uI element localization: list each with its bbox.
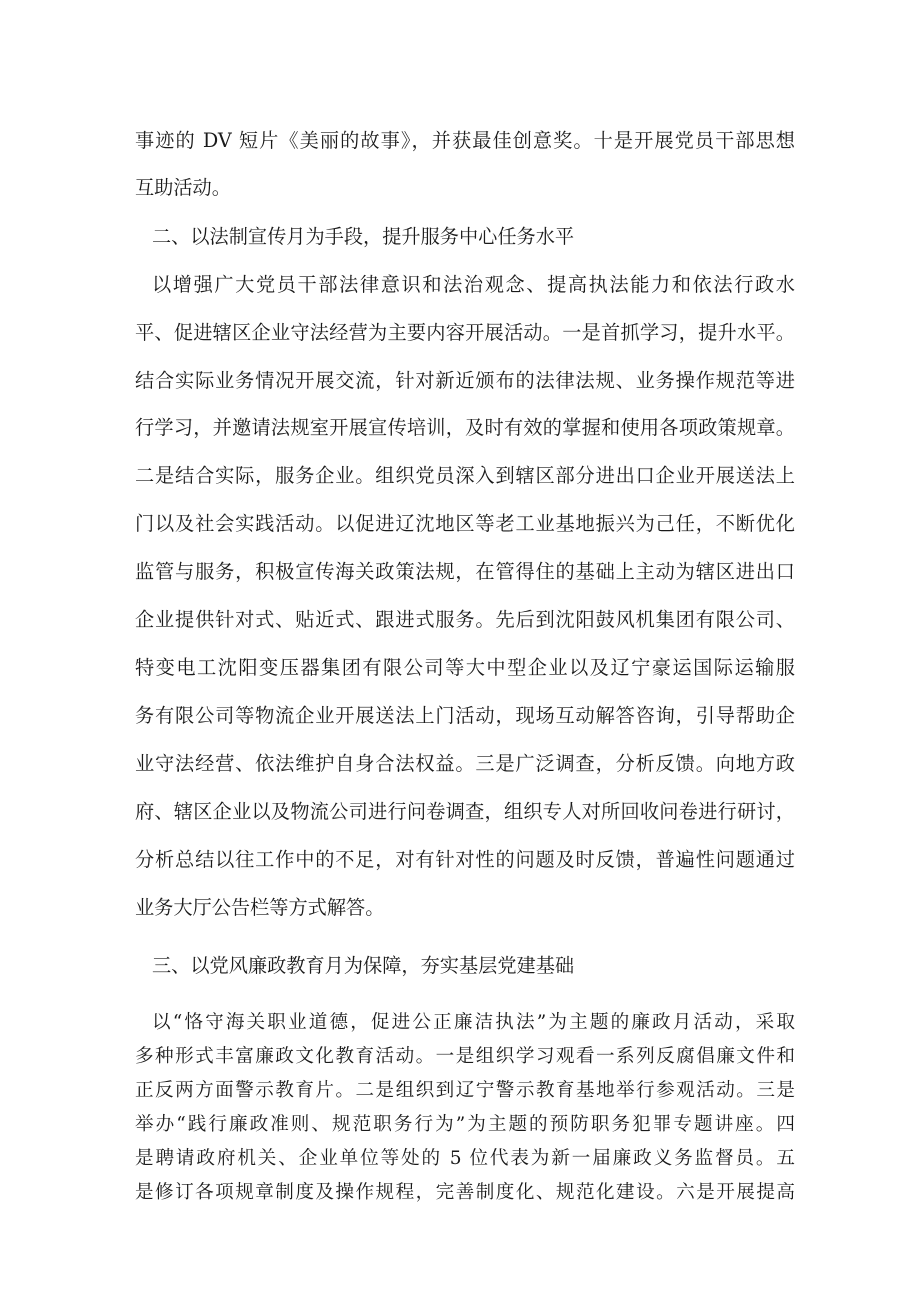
section-3-line-2: 多种形式丰富廉政文化教育活动。一是组织学习观看一系列反腐倡廉文件和 [135, 1046, 795, 1067]
section-2-line-12: 府、辖区企业以及物流公司进行问卷调查，组织专人对所回收问卷进行研讨， [135, 800, 795, 823]
section-2-line-3: 结合实际业务情况开展交流，针对新近颁布的法律法规、业务操作规范等进 [135, 369, 795, 392]
section-3-line-6: 是修订各项规章制度及操作规程，完善制度化、规范化建设。六是开展提高 [135, 1182, 795, 1203]
section-2-line-5: 二是结合实际，服务企业。组织党员深入到辖区部分进出口企业开展送法上 [135, 464, 795, 487]
section-3-line-5: 是聘请政府机关、企业单位等处的 5 位代表为新一届廉政义务监督员。五 [135, 1148, 795, 1169]
intro-line-1: 事迹的 DV 短片《美丽的故事》，并获最佳创意奖。十是开展党员干部思想 [135, 129, 795, 152]
section-2-line-13: 分析总结以往工作中的不足，对有针对性的问题及时反馈，普遍性问题通过 [135, 848, 795, 871]
section-2-line-2: 平、促进辖区企业守法经营为主要内容开展活动。一是首抓学习，提升水平。 [135, 321, 795, 344]
section-2-heading: 二、以法制宣传月为手段，提升服务中心任务水平 [152, 225, 575, 248]
section-2-line-4: 行学习，并邀请法规室开展宣传培训，及时有效的掌握和使用各项政策规章。 [135, 416, 795, 439]
intro-line-2: 互助活动。 [135, 176, 231, 199]
section-2-line-7: 监管与服务，积极宣传海关政策法规，在管得住的基础上主动为辖区进出口 [135, 560, 795, 583]
section-2-line-8: 企业提供针对式、贴近式、跟进式服务。先后到沈阳鼓风机集团有限公司、 [135, 608, 795, 631]
section-2-line-1: 以增强广大党员干部法律意识和法治观念、提高执法能力和依法行政水 [152, 273, 795, 296]
section-2-line-9: 特变电工沈阳变压器集团有限公司等大中型企业以及辽宁豪运国际运输服 [135, 656, 795, 679]
section-2-line-10: 务有限公司等物流企业开展送法上门活动，现场互动解答咨询，引导帮助企 [135, 704, 795, 727]
section-3-line-3: 正反两方面警示教育片。二是组织到辽宁警示教育基地举行参观活动。三是 [135, 1080, 795, 1101]
section-3-line-4: 举办“践行廉政准则、规范职务行为”为主题的预防职务犯罪专题讲座。四 [135, 1114, 795, 1135]
section-3-line-1: 以“恪守海关职业道德，促进公正廉洁执法”为主题的廉政月活动，采取 [152, 1012, 795, 1033]
section-2-line-14: 业务大厅公告栏等方式解答。 [135, 896, 385, 919]
section-2-line-6: 门以及社会实践活动。以促进辽沈地区等老工业基地振兴为己任，不断优化 [135, 512, 795, 535]
section-2-line-11: 业守法经营、依法维护自身合法权益。三是广泛调查，分析反馈。向地方政 [135, 752, 795, 775]
section-3-heading: 三、以党风廉政教育月为保障，夯实基层党建基础 [152, 954, 575, 977]
